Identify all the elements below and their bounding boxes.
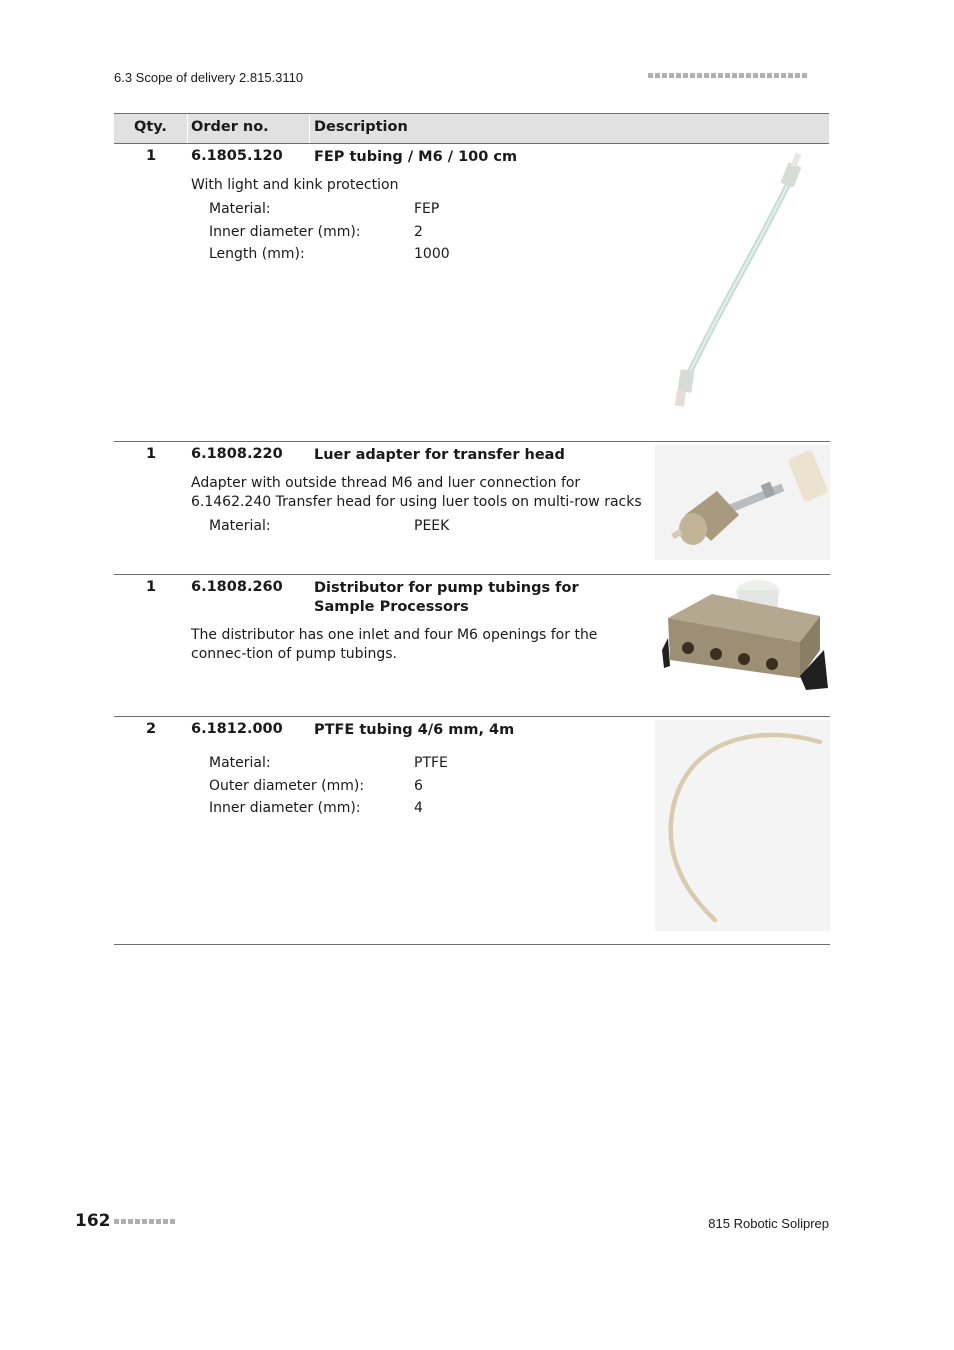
dot xyxy=(669,73,674,78)
row-order-no: 6.1805.120 xyxy=(191,148,283,164)
dot xyxy=(788,73,793,78)
row-description: The distributor has one inlet and four M6 openings for the connec-tion of pump tubings. xyxy=(191,627,598,662)
dot xyxy=(135,1219,140,1224)
ptfe-tubing-image xyxy=(655,720,830,931)
col-order-no: Order no. xyxy=(191,119,269,135)
dot xyxy=(676,73,681,78)
dot xyxy=(142,1219,147,1224)
row-order-no: 6.1808.260 xyxy=(191,579,283,595)
dot xyxy=(170,1219,175,1224)
dot xyxy=(149,1219,154,1224)
dot xyxy=(739,73,744,78)
spec-list xyxy=(209,198,450,266)
row-divider xyxy=(114,574,830,575)
header-dots xyxy=(648,73,807,78)
dot xyxy=(655,73,660,78)
row-description: With light and kink protection xyxy=(191,177,399,193)
dot xyxy=(767,73,772,78)
dot xyxy=(711,73,716,78)
dot xyxy=(746,73,751,78)
col-qty: Qty. xyxy=(134,119,167,135)
dot xyxy=(690,73,695,78)
dot xyxy=(114,1219,119,1224)
dot xyxy=(156,1219,161,1224)
dot xyxy=(774,73,779,78)
dot xyxy=(662,73,667,78)
footer-dots xyxy=(114,1219,175,1224)
spec-item: Material: FEP xyxy=(209,201,440,217)
running-header: 6.3 Scope of delivery 2.815.3110 xyxy=(114,70,304,85)
row-order-no: 6.1808.220 xyxy=(191,446,283,462)
row-divider xyxy=(114,441,830,442)
page-number: 162 xyxy=(75,1211,111,1231)
luer-adapter-image xyxy=(655,445,830,560)
dot xyxy=(683,73,688,78)
distributor-image xyxy=(660,578,830,698)
dot xyxy=(795,73,800,78)
row-divider xyxy=(114,944,830,945)
row-qty: 1 xyxy=(146,148,157,164)
dot xyxy=(781,73,786,78)
row-order-no: 6.1812.000 xyxy=(191,721,283,737)
row-qty: 1 xyxy=(146,579,157,595)
row-title: FEP tubing / M6 / 100 cm xyxy=(314,149,518,165)
dot xyxy=(718,73,723,78)
row-title: PTFE tubing 4/6 mm, 4m xyxy=(314,722,515,738)
product-name: 815 Robotic Soliprep xyxy=(708,1216,829,1231)
dot xyxy=(704,73,709,78)
row-qty: 2 xyxy=(146,721,157,737)
col-description: Description xyxy=(314,119,408,135)
spec-item: Material: PEEK xyxy=(209,518,450,534)
row-title: Luer adapter for transfer head xyxy=(314,447,565,463)
dot xyxy=(753,73,758,78)
dot xyxy=(802,73,807,78)
spec-list xyxy=(209,515,449,538)
dot xyxy=(760,73,765,78)
dot xyxy=(732,73,737,78)
dot xyxy=(697,73,702,78)
spec-item: Material: PTFE xyxy=(209,755,448,771)
row-qty: 1 xyxy=(146,446,157,462)
spec-item: Inner diameter (mm): 4 xyxy=(209,800,423,816)
dot xyxy=(725,73,730,78)
table-header xyxy=(114,113,829,144)
spec-item: Outer diameter (mm): 6 xyxy=(209,777,423,794)
dot xyxy=(121,1219,126,1224)
spec-item: Length (mm): 1000 xyxy=(209,246,450,262)
row-description: Adapter with outside thread M6 and luer connection for 6.1462.240 Transfer head for using luer tools on multi-row racks xyxy=(191,475,642,510)
row-title: Distributor for pump tubings for Sample Processors xyxy=(314,580,579,615)
dot xyxy=(648,73,653,78)
spec-list xyxy=(209,752,448,820)
fep-tubing-image xyxy=(660,148,830,413)
spec-item: Inner diameter (mm): 2 xyxy=(209,223,423,240)
dot xyxy=(128,1219,133,1224)
dot xyxy=(163,1219,168,1224)
row-divider xyxy=(114,716,830,717)
